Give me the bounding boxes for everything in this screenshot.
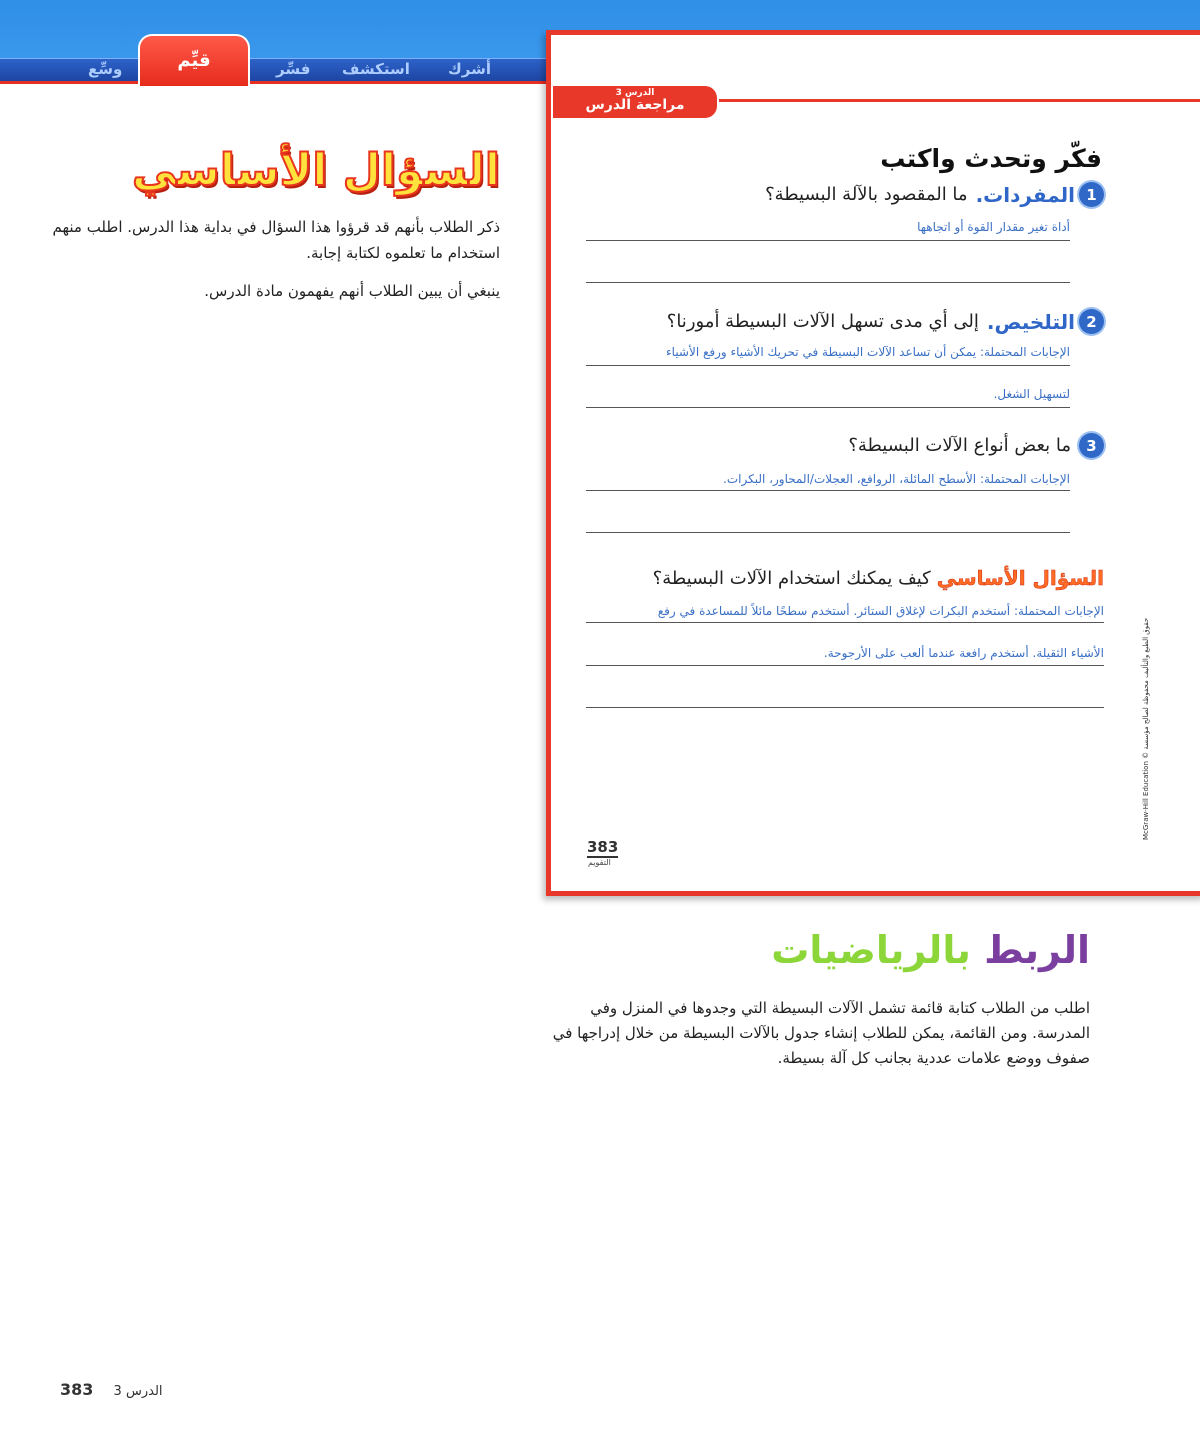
footer-page-number: 383	[60, 1380, 94, 1399]
tab-explain[interactable]: فسِّر	[276, 60, 311, 78]
copyright-notice: McGraw-Hill Education © حقوق الطبع والتأليف محفوظة لصالح مؤسسة	[1142, 617, 1150, 840]
answer-text: الإجابات المحتملة: يمكن أن تساعد الآلات البسيطة في تحريك الأشياء ورفع الأشياء	[666, 345, 1070, 359]
answer-text: الإجابات المحتملة: الأسطح المائلة، الروافع، العجلات/المحاور، البكرات.	[723, 472, 1070, 486]
question-key: المفردات.	[975, 182, 1075, 207]
answer-text: الأشياء الثقيلة. أستخدم رافعة عندما ألعب على الأرجوحة.	[823, 646, 1104, 660]
answer-line	[586, 365, 1070, 366]
student-page-number: 383	[587, 838, 619, 856]
panel-header-rule	[712, 99, 1200, 102]
tab-engage[interactable]: أشرك	[448, 60, 491, 78]
student-page-section: التقويم	[588, 858, 611, 867]
answer-line	[586, 240, 1070, 241]
question-text: ما المقصود بالآلة البسيطة؟	[765, 184, 968, 205]
question-1	[765, 182, 1104, 207]
answer-text: لتسهيل الشغل.	[993, 387, 1070, 401]
section-title: فكّر وتحدث واكتب	[880, 144, 1102, 173]
math-heading-word-connection: الربط	[984, 928, 1090, 972]
essential-question-heading: السؤال الأساسي	[132, 145, 500, 196]
question-3	[848, 433, 1104, 458]
answer-line	[586, 665, 1104, 666]
math-heading-word-math: بالرياضيات	[771, 928, 971, 972]
answer-line	[586, 407, 1070, 408]
essential-question	[653, 566, 1104, 590]
essential-question-label: السؤال الأساسي	[936, 566, 1104, 590]
question-text: ما بعض أنواع الآلات البسيطة؟	[848, 435, 1071, 456]
question-2	[667, 309, 1104, 334]
tab-extend[interactable]: وسِّع	[88, 60, 123, 78]
answer-line	[586, 532, 1070, 533]
tab-evaluate[interactable]: قيِّم	[138, 34, 250, 86]
answer-line	[586, 490, 1070, 491]
lesson-number-label: الدرس 3	[615, 88, 655, 98]
question-number-badge: 3	[1079, 433, 1104, 458]
answer-text: أداة تغير مقدار القوة أو اتجاهها	[917, 220, 1070, 234]
question-number-badge: 2	[1079, 309, 1104, 334]
answer-line	[586, 707, 1104, 708]
question-number-badge: 1	[1079, 182, 1104, 207]
footer-lesson-label: الدرس	[125, 1384, 163, 1399]
page-footer	[60, 1380, 163, 1399]
math-connection-text: اطلب من الطلاب كتابة قائمة تشمل الآلات البسيطة التي وجدوها في المنزل وفي المدرسة. ومن القائمة، يمكن للطلاب إنشاء جدول بالآلات البسيطة من خلال إدراجها في صفوف ووضع علامات عددية بجانب كل آلة بسيطة.	[552, 999, 1090, 1067]
tab-explore[interactable]: استكشف	[342, 60, 410, 78]
math-connection-heading	[771, 928, 1090, 972]
answer-line	[586, 622, 1104, 623]
lesson-review-tab	[553, 84, 719, 120]
question-key: التلخيص.	[986, 309, 1075, 334]
answer-text: الإجابات المحتملة: أستخدم البكرات لإغلاق الستائر. أستخدم سطحًا مائلاً للمساعدة في رفع	[657, 604, 1104, 618]
essential-question-text: كيف يمكنك استخدام الآلات البسيطة؟	[652, 567, 931, 589]
answer-line	[586, 282, 1070, 283]
teacher-paragraph: ذكر الطلاب بأنهم قد قرؤوا هذا السؤال في بداية هذا الدرس. اطلب منهم استخدام ما تعلموه لكتابة إجابة.	[52, 218, 500, 262]
lesson-review-label: مراجعة الدرس	[585, 97, 685, 113]
tab-bar	[0, 58, 555, 84]
footer-lesson-number: 3	[113, 1384, 122, 1399]
question-text: إلى أي مدى تسهل الآلات البسيطة أمورنا؟	[666, 311, 979, 332]
teacher-paragraph: ينبغي أن يبين الطلاب أنهم يفهمون مادة الدرس.	[204, 282, 500, 300]
